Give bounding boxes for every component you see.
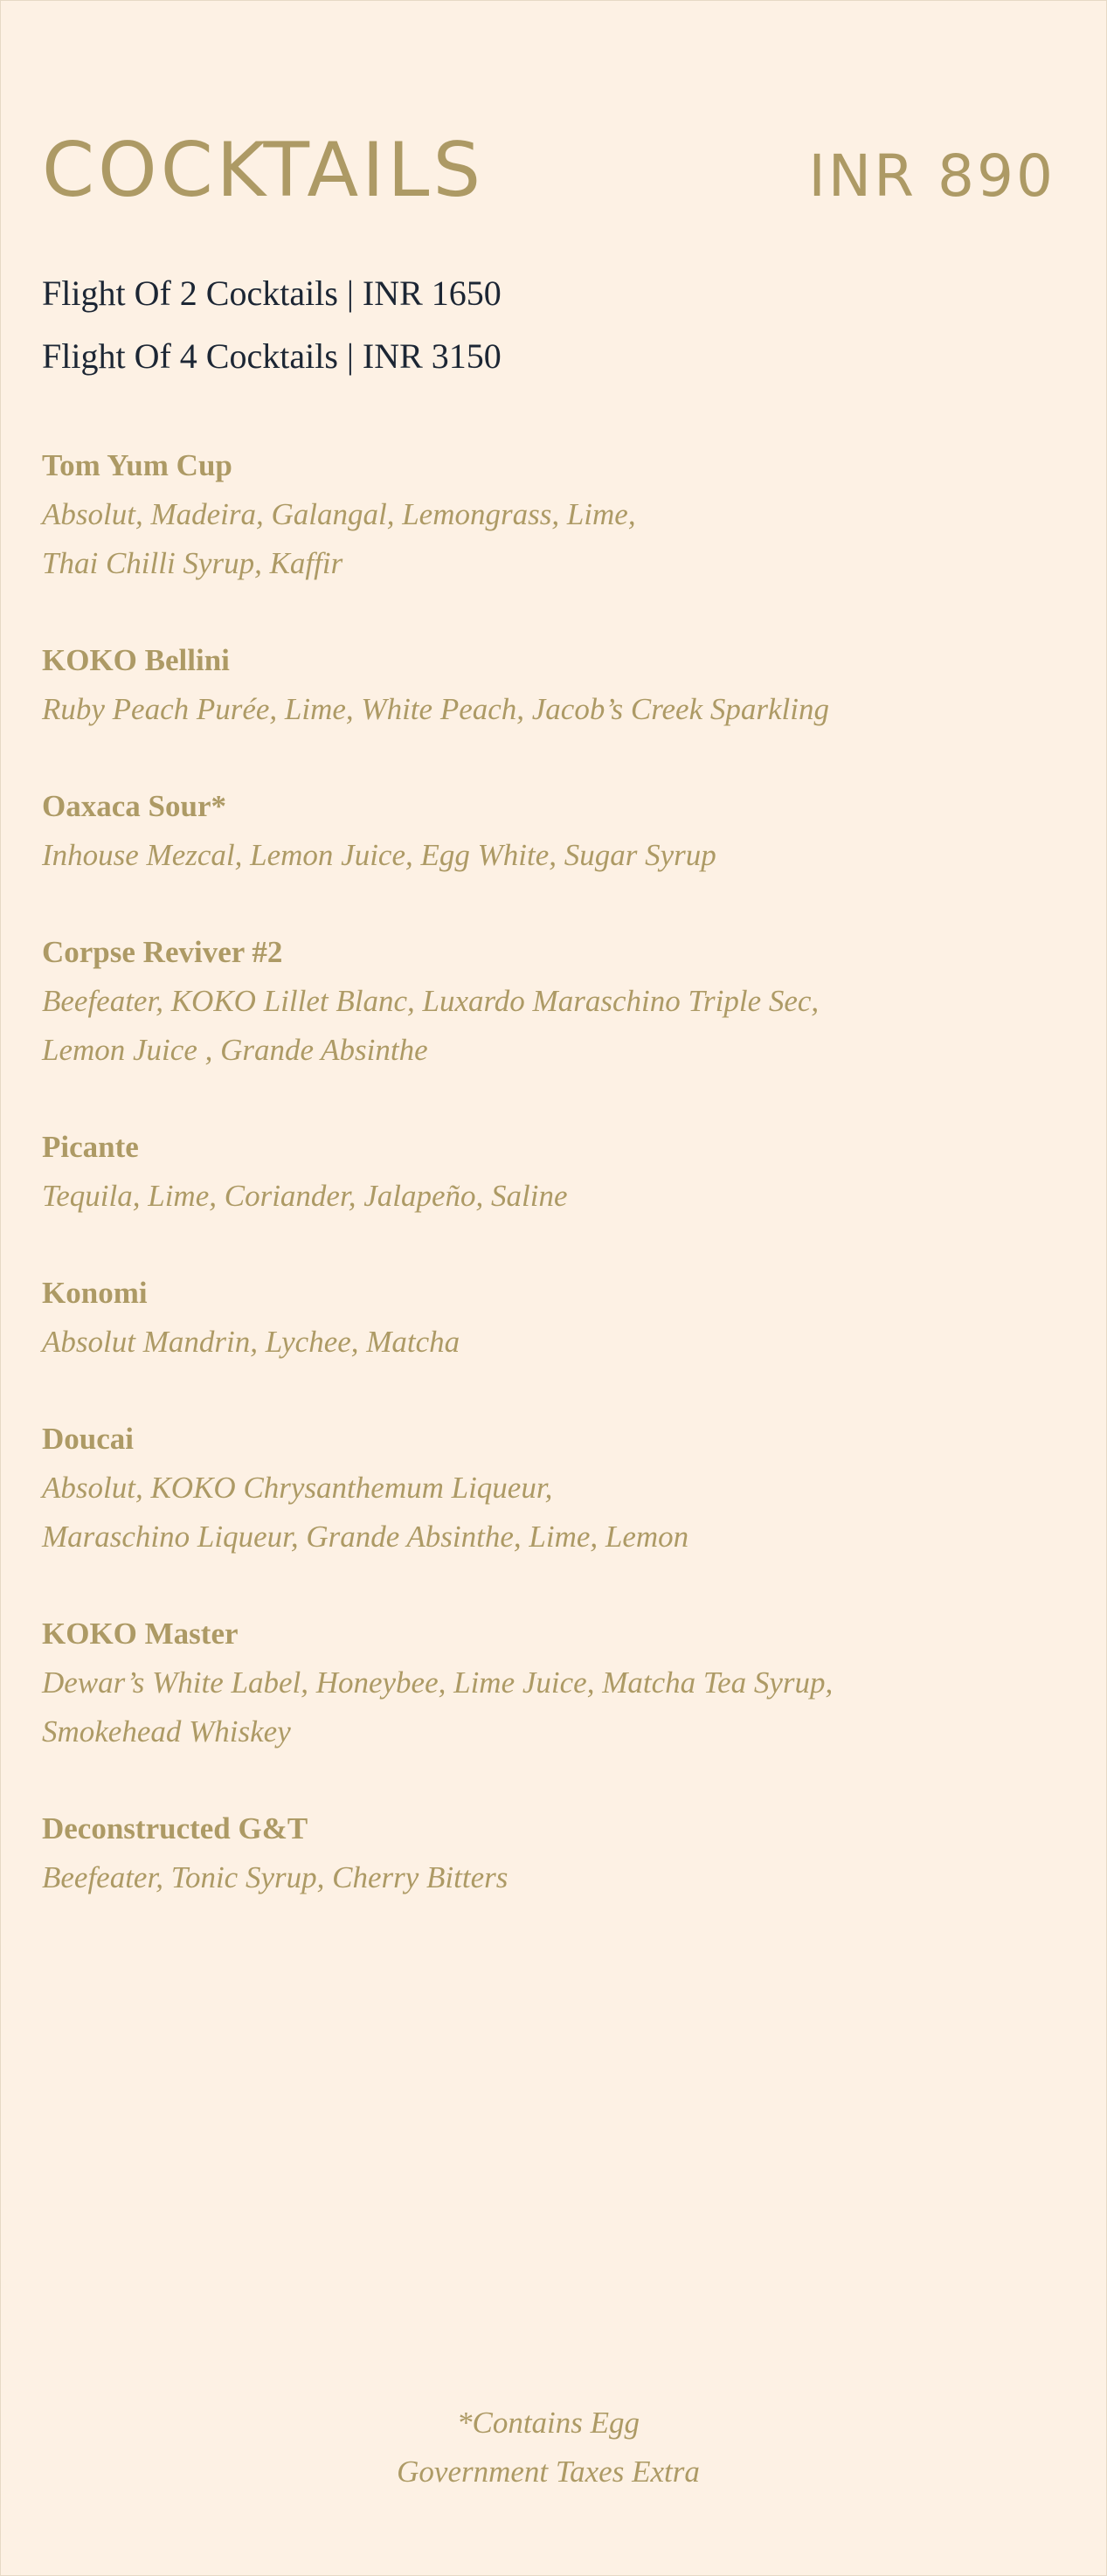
menu-item-description: Beefeater, KOKO Lillet Blanc, Luxardo Maraschino Triple Sec, <box>42 984 820 1018</box>
menu-item-name: Deconstructed G&T <box>42 1811 308 1845</box>
menu-item-tom-yum-cup <box>42 441 1047 588</box>
menu-item-name: Picante <box>42 1130 139 1164</box>
menu-item-name: KOKO Master <box>42 1617 239 1651</box>
menu-item-description: Inhouse Mezcal, Lemon Juice, Egg White, Sugar Syrup <box>42 838 716 872</box>
menu-item-koko-bellini <box>42 636 1047 734</box>
menu-item-deconstructed-gt <box>42 1804 1047 1902</box>
menu-item-picante <box>42 1123 1047 1221</box>
menu-item-description: Smokehead Whiskey <box>42 1714 291 1748</box>
egg-note: *Contains Egg <box>456 2406 640 2440</box>
menu-item-name: KOKO Bellini <box>42 643 230 677</box>
menu-item-name: Konomi <box>42 1276 148 1310</box>
menu-item-konomi <box>42 1269 1047 1367</box>
menu-item-name: Tom Yum Cup <box>42 448 232 482</box>
flight-options <box>42 262 502 388</box>
cocktail-price: INR 890 <box>808 142 1055 210</box>
menu-item-corpse-reviver <box>42 928 1047 1075</box>
menu-item-description: Thai Chilli Syrup, Kaffir <box>42 546 343 580</box>
menu-item-description: Beefeater, Tonic Syrup, Cherry Bitters <box>42 1860 509 1894</box>
menu-item-description: Absolut, Madeira, Galangal, Lemongrass, Lime, <box>42 497 636 531</box>
menu-item-description: Ruby Peach Purée, Lime, White Peach, Jacob’s Creek Sparkling <box>42 692 829 726</box>
menu-item-description: Dewar’s White Label, Honeybee, Lime Juice, Matcha Tea Syrup, <box>42 1665 834 1700</box>
page-title: COCKTAILS <box>42 127 485 214</box>
menu-item-doucai <box>42 1415 1047 1562</box>
menu-item-koko-master <box>42 1610 1047 1756</box>
menu-item-description: Absolut, KOKO Chrysanthemum Liqueur, <box>42 1471 553 1505</box>
tax-note: Government Taxes Extra <box>397 2455 700 2489</box>
menu-item-description: Lemon Juice , Grande Absinthe <box>42 1033 428 1067</box>
flight-of-4: Flight Of 4 Cocktails | INR 3150 <box>42 336 502 376</box>
menu-footer <box>0 2399 1097 2496</box>
menu-item-name: Corpse Reviver #2 <box>42 935 283 969</box>
cocktail-list <box>42 441 1047 1950</box>
menu-item-name: Oaxaca Sour* <box>42 789 226 823</box>
menu-item-oaxaca-sour <box>42 782 1047 880</box>
menu-header <box>42 122 1055 218</box>
menu-item-description: Absolut Mandrin, Lychee, Matcha <box>42 1325 460 1359</box>
menu-item-name: Doucai <box>42 1422 134 1456</box>
menu-item-description: Tequila, Lime, Coriander, Jalapeño, Saline <box>42 1179 568 1213</box>
flight-of-2: Flight Of 2 Cocktails | INR 1650 <box>42 274 502 313</box>
menu-item-description: Maraschino Liqueur, Grande Absinthe, Lime, Lemon <box>42 1520 689 1554</box>
